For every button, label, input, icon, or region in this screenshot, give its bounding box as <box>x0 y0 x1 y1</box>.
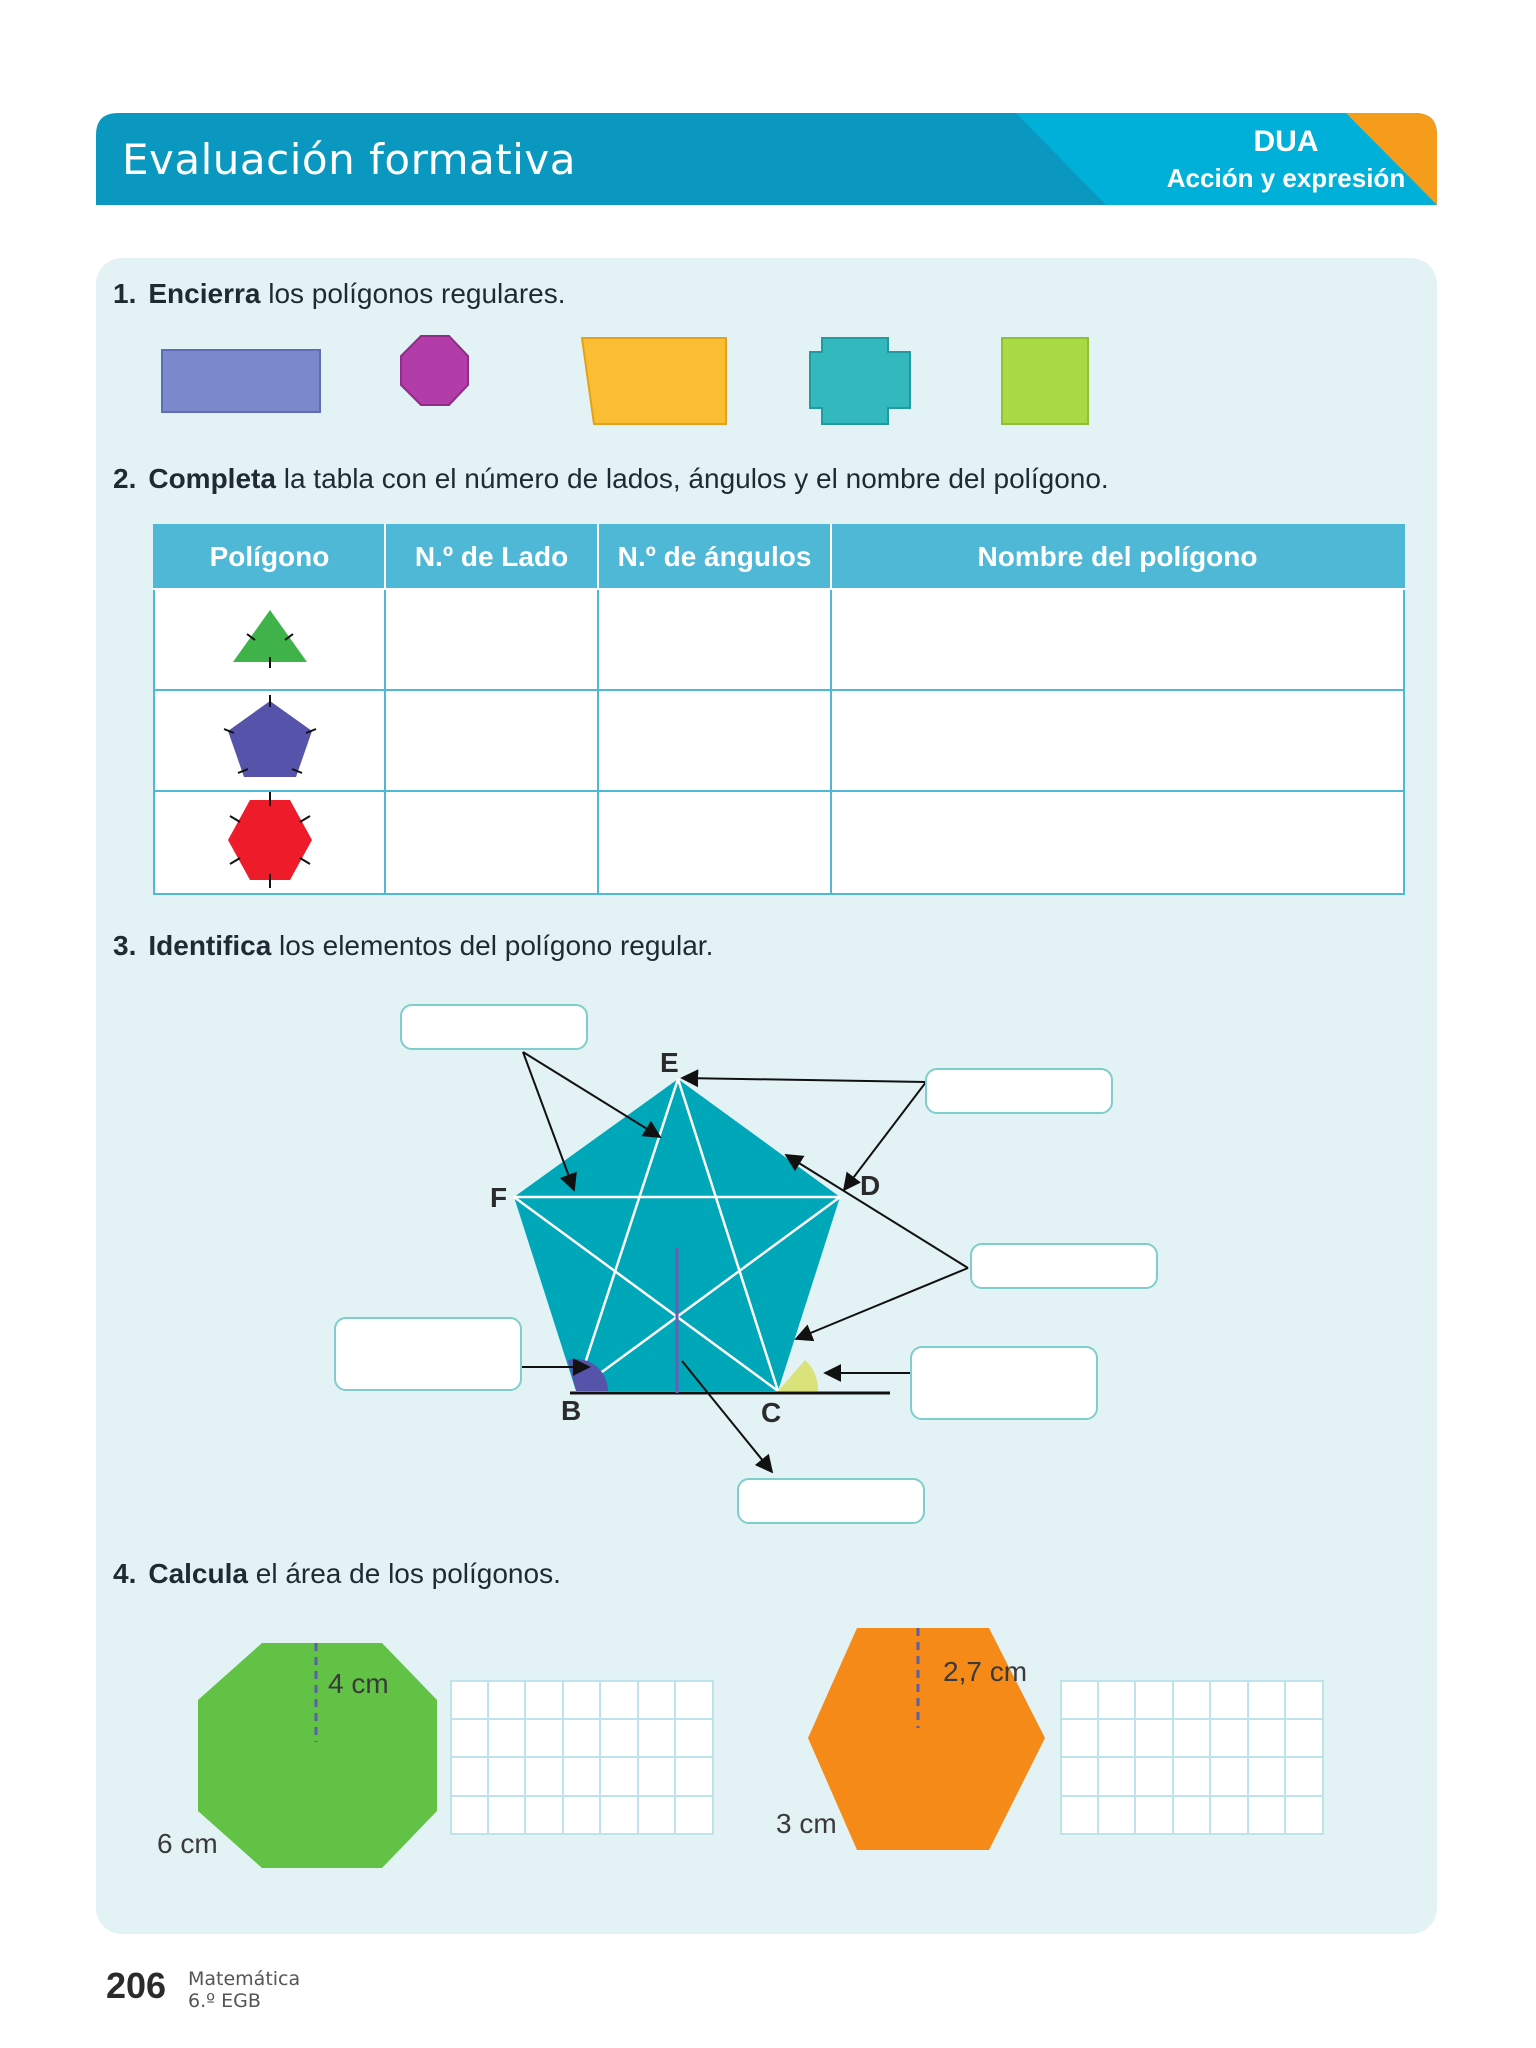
question-2-verb: Completa <box>148 463 276 494</box>
hexagon-apothem-label: 2,7 cm <box>943 1656 1028 1687</box>
vertex-e-label: E <box>660 1047 679 1078</box>
vertex-b-label: B <box>561 1395 582 1426</box>
grade-label: 6.º EGB <box>188 1990 261 2012</box>
octagon-side-label: 6 cm <box>157 1828 218 1859</box>
vertex-f-label: F <box>490 1182 508 1213</box>
question-2-text: la tabla con el número de lados, ángulos y el nombre del polígono. <box>275 463 1109 494</box>
dua-title: DUA <box>1253 125 1319 158</box>
header-poligono: Polígono <box>154 525 385 589</box>
question-4-number: 4. <box>113 1558 137 1589</box>
question-1-number: 1. <box>113 278 137 309</box>
footer-subject <box>188 1968 300 2012</box>
question-4-verb: Calcula <box>148 1558 248 1589</box>
header-lados: N.º de Lado <box>385 525 598 589</box>
question-3-number: 3. <box>113 930 137 961</box>
vertex-d-label: D <box>860 1170 881 1201</box>
question-2-number: 2. <box>113 463 137 494</box>
vertex-c-label: C <box>761 1397 782 1428</box>
hexagon-side-label: 3 cm <box>776 1808 837 1839</box>
header-nombre: Nombre del polígono <box>831 525 1404 589</box>
header-angulos: N.º de ángulos <box>598 525 831 589</box>
question-4-text: el área de los polígonos. <box>247 1558 561 1589</box>
page-number: 206 <box>106 1965 167 2006</box>
subject-name: Matemática <box>188 1968 301 1990</box>
dua-subtitle: Acción y expresión <box>1166 163 1406 193</box>
question-3-verb: Identifica <box>148 930 272 961</box>
question-1-text: los polígonos regulares. <box>260 278 566 309</box>
page-title: Evaluación formativa <box>122 135 576 184</box>
question-1-verb: Encierra <box>148 278 261 309</box>
octagon-apothem-label: 4 cm <box>328 1668 389 1699</box>
question-3-text: los elementos del polígono regular. <box>271 930 714 961</box>
